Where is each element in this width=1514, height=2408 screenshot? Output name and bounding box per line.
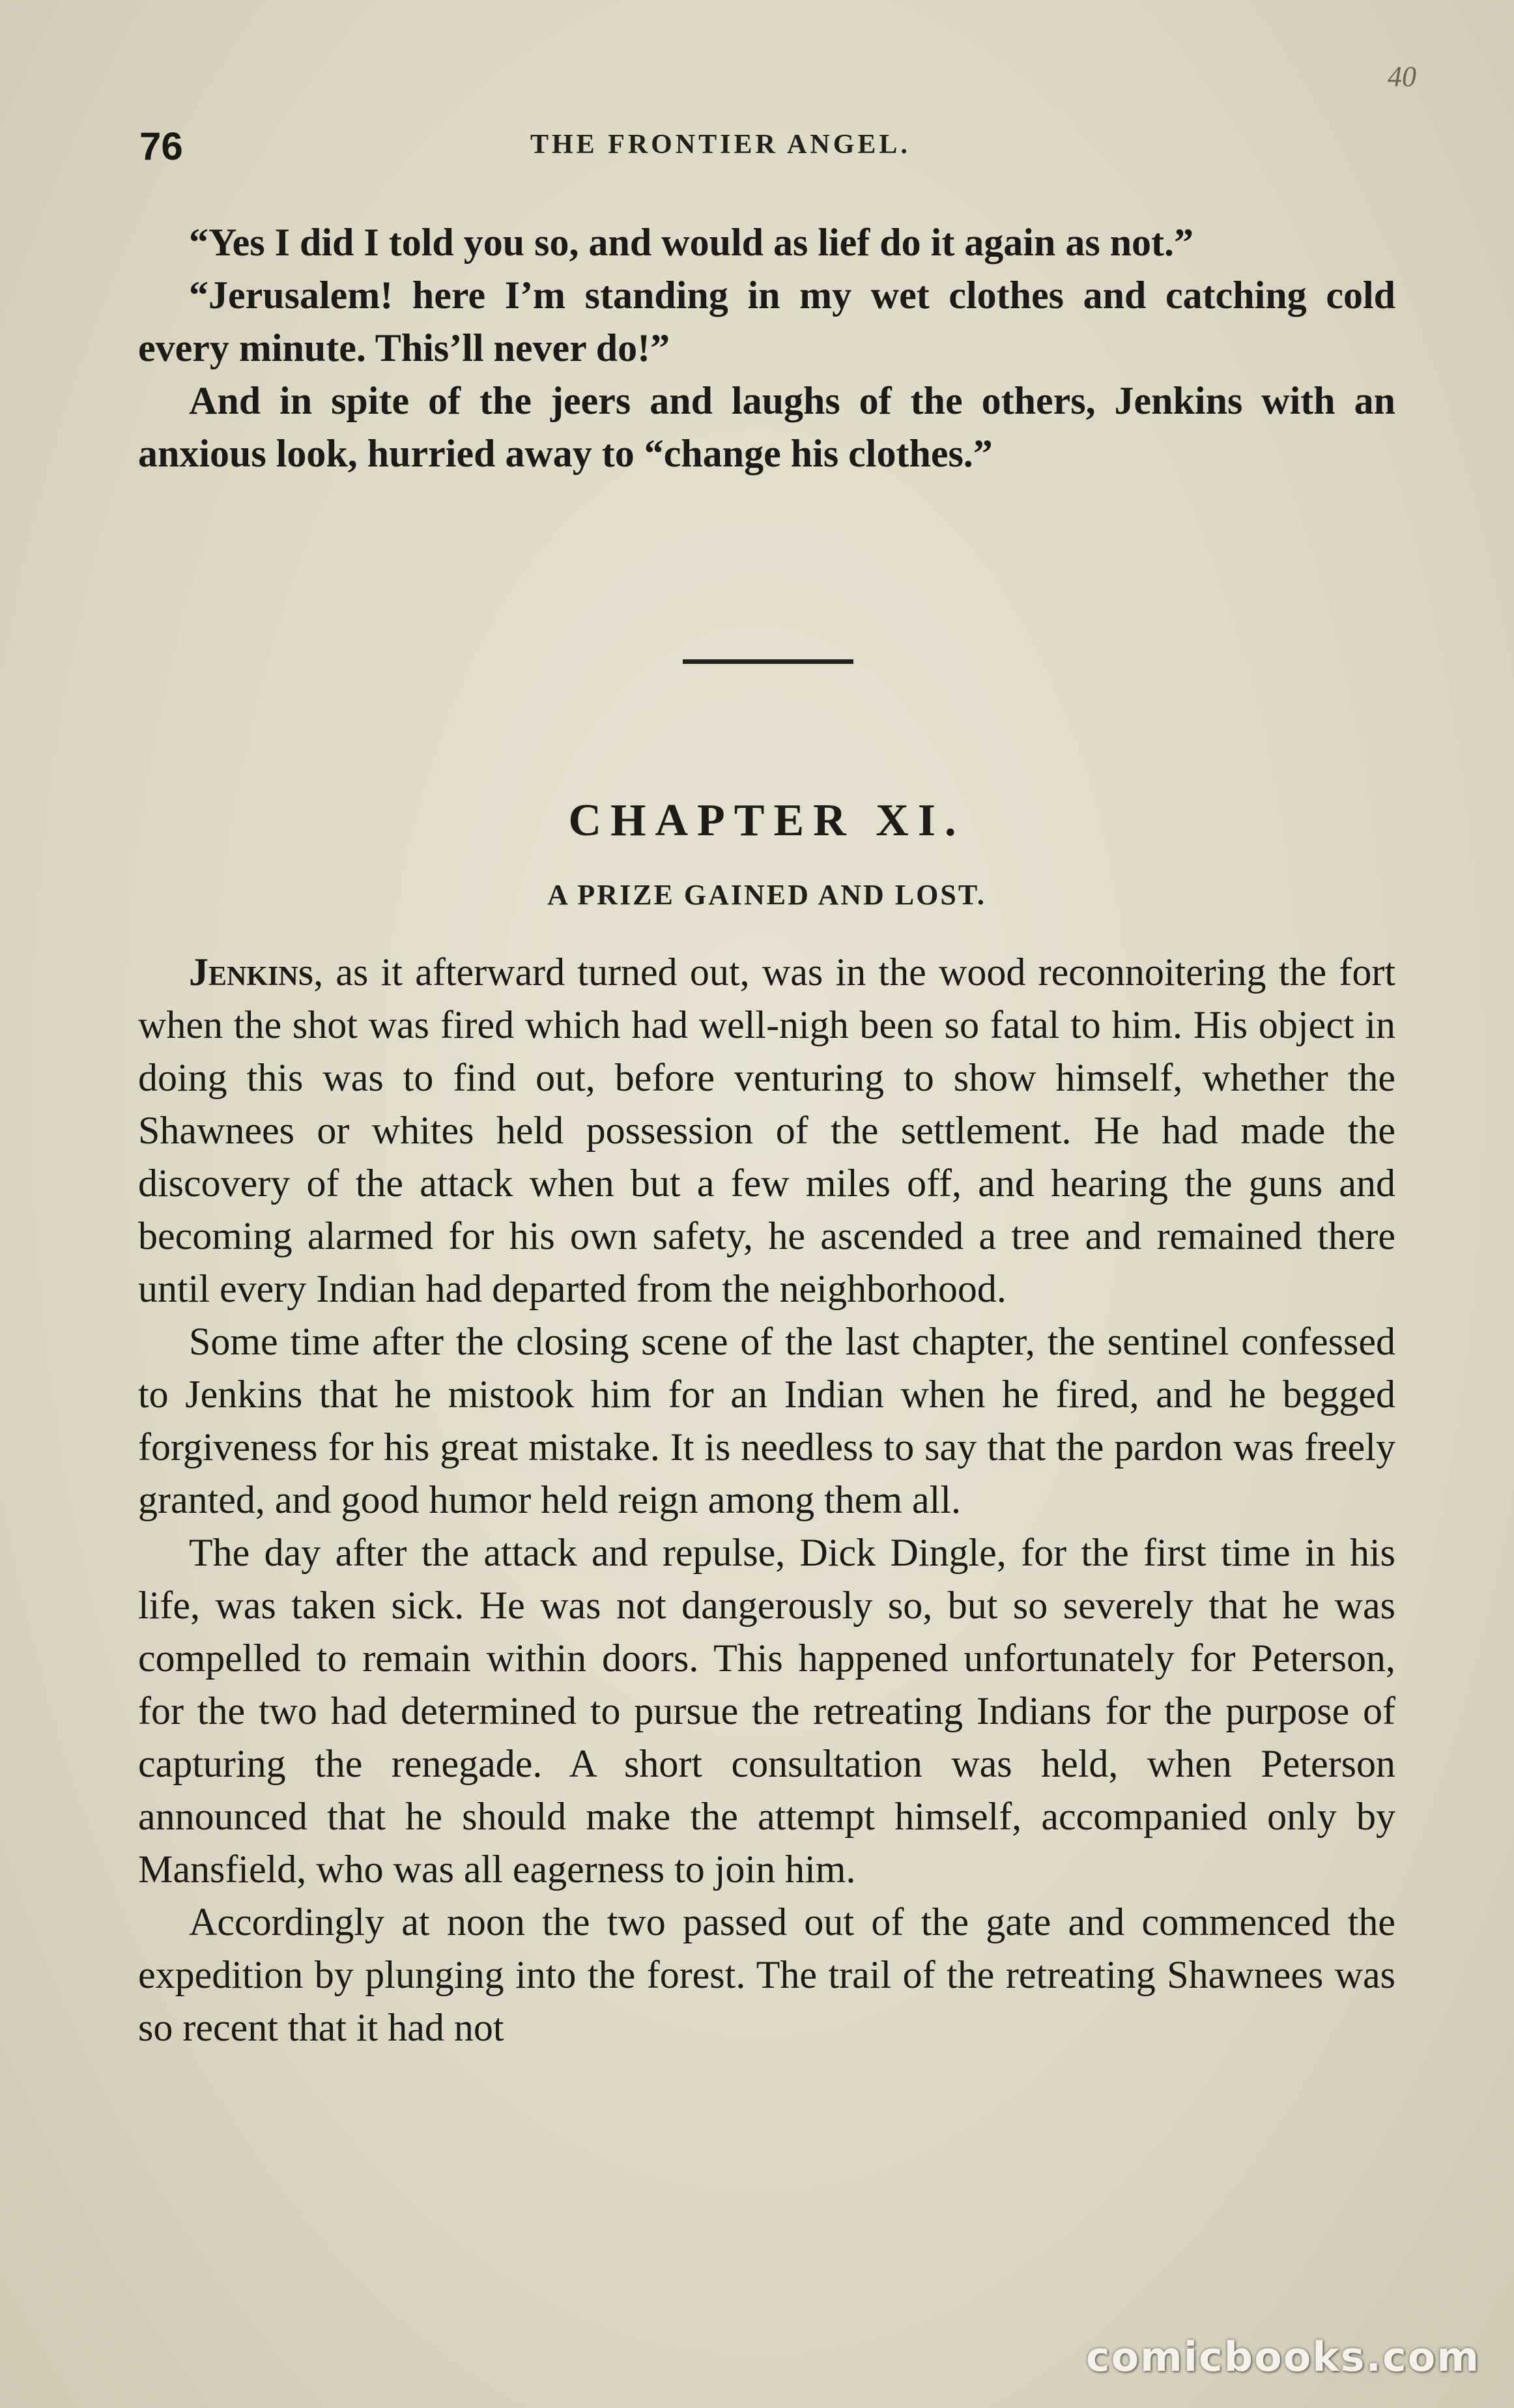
paragraph: Accordingly at noon the two passed out of the gate and commenced the expedition by plunging into the forest. The trail of the retreating Shawnees was so recent that it had not: [138, 1900, 1395, 2049]
site-watermark: comicbooks.com: [1085, 2333, 1480, 2381]
paragraph: “Yes I did I told you so, and would as lief do it again as not.”: [189, 221, 1194, 264]
chapter-subtitle: A PRIZE GAINED AND LOST.: [547, 879, 986, 911]
page-number: 76: [139, 124, 183, 168]
chapter-body: [138, 946, 1395, 2054]
book-title: THE FRONTIER ANGEL.: [530, 130, 911, 160]
paragraph: [138, 946, 1395, 1315]
paragraph: Some time after the closing scene of the last chapter, the sentinel confessed to Jenkins that he mistook him for an Indian when he fired, and he begged forgiveness for his great mistake. It is needless to say that the pardon was freely granted, and good humor held reign among them all.: [138, 1320, 1395, 1521]
paragraph: And in spite of the jeers and laughs of the others, Jenkins with an anxious look, hurried away to “change his clothes.”: [138, 379, 1395, 475]
paragraph-text: , as it afterward turned out, was in the wood reconnoitering the fort when the shot was fired which had well-nigh been so fatal to him. His object in doing this was to find out, before venturing to show himself, whether the Shawnees or whites held possession of the settlement. He had made the discovery of the attack when but a few miles off, and hearing the guns and becoming alarmed for his own safety, he ascended a tree and remained there until every Indian had departed from the neighborhood.: [138, 951, 1395, 1310]
section-divider: [683, 659, 853, 664]
paragraph: The day after the attack and repulse, Dick Dingle, for the first time in his life, was taken sick. He was not dangerously so, but so severely that he was compelled to remain within doors. This happened unfortunately for Peterson, for the two had determined to pursue the retreating Indians for the purpose of capturing the renegade. A short consultation was held, when Peterson announced that he should make the attempt himself, accompanied only by Mansfield, who was all eagerness to join him.: [138, 1531, 1395, 1891]
corner-mark: 40: [1388, 61, 1416, 93]
paragraph: “Jerusalem! here I’m standing in my wet clothes and catching cold every minute. This’ll never do!”: [138, 274, 1395, 369]
previous-chapter-ending: [138, 216, 1395, 480]
lead-word: Jenkins: [189, 951, 314, 994]
chapter-heading: CHAPTER XI.: [568, 796, 965, 846]
running-head: [139, 124, 1390, 176]
